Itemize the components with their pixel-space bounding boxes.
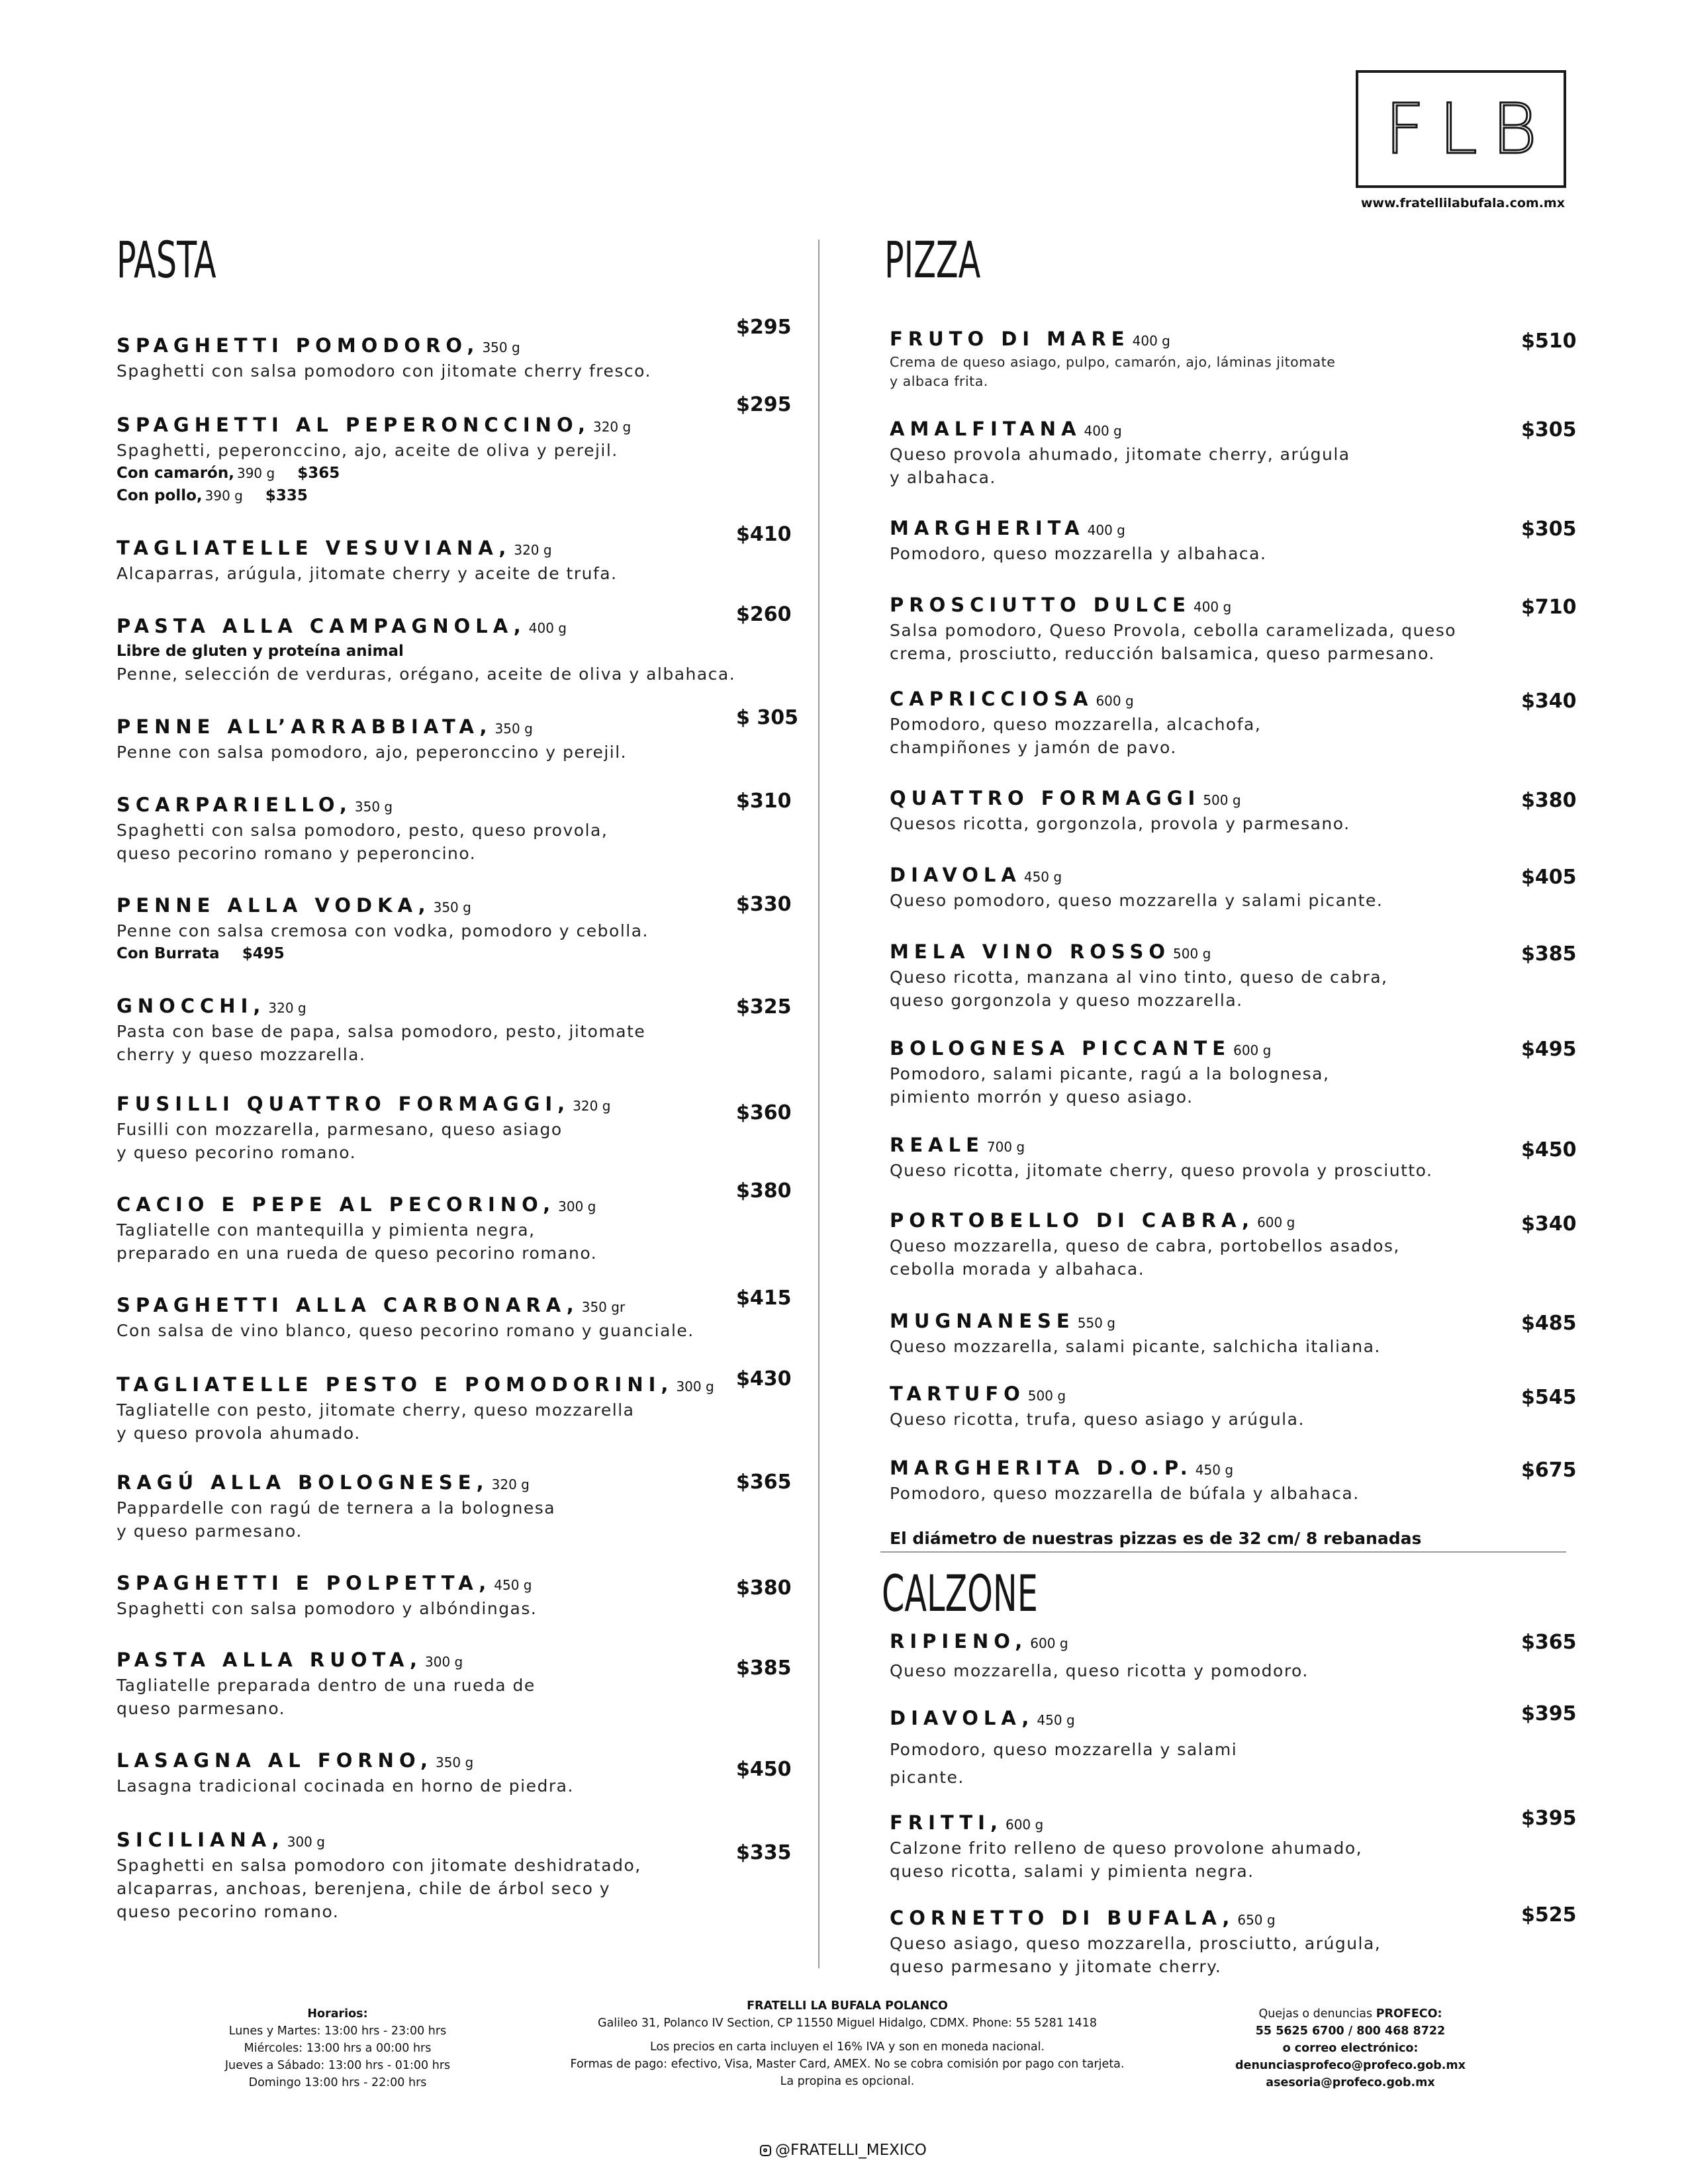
item-desc: Pomodoro, queso mozzarella de búfala y albahaca. [890,1484,1360,1503]
menu-item-penne-alla-vodka [117,893,649,965]
item-price: $710 [1521,596,1577,619]
menu-item-cacio-e-pepe [117,1193,597,1265]
item-weight: 400 g [1132,333,1170,349]
item-price: $430 [736,1367,792,1390]
item-name: PENNE ALL’ARRABBIATA, [117,715,492,738]
item-weight: 600 g [1096,693,1134,709]
item-weight: 500 g [1027,1388,1066,1404]
item-weight: 400 g [1087,522,1125,538]
menu-item-prosciutto-dulce [890,593,1456,665]
item-desc: Pomodoro, queso mozzarella y albahaca. [890,544,1267,563]
profeco-email[interactable]: asesoria@profeco.gob.mx [1266,2076,1435,2089]
item-weight: 320 g [573,1098,611,1114]
item-weight: 500 g [1203,792,1241,808]
item-name: PORTOBELLO DI CABRA, [890,1209,1255,1232]
menu-item-portobello-di-cabra [890,1208,1400,1281]
pasta-title: PASTA [117,230,216,289]
item-weight: 300 g [425,1654,463,1670]
menu-item-pasta-alla-ruota [117,1648,536,1720]
item-weight: 600 g [1257,1214,1295,1230]
item-desc: y queso provola ahumado. [117,1424,361,1443]
item-weight: 320 g [491,1477,530,1492]
item-name: SICILIANA, [117,1829,285,1851]
item-subtitle: Libre de gluten y proteína animal [117,643,404,660]
item-price: $395 [1521,1702,1577,1725]
item-price: $310 [736,790,792,813]
menu-item-ragu-bolognese [117,1471,555,1543]
menu-item-penne-arrabbiata [117,715,627,764]
item-name: SPAGHETTI POMODORO, [117,334,480,357]
column-divider [818,240,820,1968]
item-price: $385 [1521,942,1577,966]
item-desc: Queso asiago, queso mozzarella, prosciutto, arúgula, [890,1934,1382,1953]
hours-line: Domingo 13:00 hrs - 22:00 hrs [248,2076,427,2089]
item-price: $330 [736,893,792,916]
item-desc: queso gorgonzola y queso mozzarella. [890,991,1243,1010]
item-desc: Queso mozzarella, queso ricotta y pomodoro. [890,1661,1309,1680]
item-name: DIAVOLA [890,864,1021,886]
item-name: MARGHERITA D.O.P. [890,1457,1193,1479]
item-name: SPAGHETTI AL PEPERONCCINO, [117,414,590,436]
item-desc: y queso pecorino romano. [117,1143,357,1162]
item-desc: Pappardelle con ragú de ternera a la bolognesa [117,1498,556,1518]
item-desc: y albaca frita. [890,373,988,389]
menu-item-siciliana [117,1828,641,1923]
item-name: TAGLIATELLE PESTO E POMODORINI, [117,1373,674,1396]
item-weight: 550 g [1077,1315,1115,1331]
item-name: SPAGHETTI ALLA CARBONARA, [117,1294,579,1316]
item-weight: 350 g [354,799,393,815]
menu-item-spaghetti-polpetta [117,1571,537,1620]
menu-item-bolognesa-piccante [890,1036,1329,1109]
item-name: RIPIENO, [890,1630,1028,1653]
item-desc: Queso ricotta, jitomate cherry, queso provola y prosciutto. [890,1161,1433,1180]
item-desc: queso pecorino romano y peperoncino. [117,844,477,863]
item-desc: crema, prosciutto, reducción balsamica, queso parmesano. [890,644,1435,663]
profeco-email-label: o correo electrónico: [1282,2042,1419,2055]
hours-line: Miércoles: 13:00 hrs a 00:00 hrs [244,2042,432,2055]
item-weight: 350 g [494,721,533,737]
item-weight: 500 g [1173,946,1211,962]
menu-item-scarpariello [117,793,608,865]
item-price: $ 305 [736,706,798,729]
item-weight: 320 g [268,1000,306,1016]
item-name: PENNE ALLA VODKA, [117,894,431,917]
menu-item-mela-vino-rosso [890,940,1388,1012]
item-name: TARTUFO [890,1383,1025,1405]
item-desc: Quesos ricotta, gorgonzola, provola y parmesano. [890,814,1350,833]
menu-item-ripieno [890,1629,1309,1682]
profeco-email[interactable]: denunciasprofeco@profeco.gob.mx [1235,2059,1466,2072]
item-price: $295 [736,393,792,416]
item-desc: Calzone frito relleno de queso provolone ahumado, [890,1839,1363,1858]
item-weight: 650 g [1237,1912,1276,1928]
item-price: $260 [736,603,792,626]
item-desc: champiñones y jamón de pavo. [890,738,1177,757]
item-price: $340 [1521,1212,1577,1236]
item-desc: Spaghetti, peperonccino, ajo, aceite de oliva y perejil. [117,441,618,460]
item-desc: Queso provola ahumado, jitomate cherry, arúgula [890,445,1350,464]
item-name: FUSILLI QUATTRO FORMAGGI, [117,1093,571,1115]
item-weight: 600 g [1030,1635,1068,1651]
item-price: $485 [1521,1312,1577,1335]
item-price: $405 [1521,866,1577,889]
item-desc: Salsa pomodoro, Queso Provola, cebolla caramelizada, queso [890,621,1457,640]
menu-item-tartufo [890,1382,1305,1431]
info-line: Los precios en carta incluyen el 16% IVA y son en moneda nacional. [649,2040,1045,2054]
footer-info [516,1997,1178,2090]
item-price: $365 [736,1471,792,1494]
item-weight: 350 g [435,1754,474,1770]
menu-item-quattro-formaggi [890,786,1350,835]
item-weight: 320 g [514,542,552,558]
item-desc: queso parmesano y jitomate cherry. [890,1957,1222,1976]
menu-item-pasta-alla-campagnola [117,614,735,686]
item-name: MARGHERITA [890,517,1085,539]
item-desc: queso pecorino romano. [117,1902,340,1921]
hours-line: Lunes y Martes: 13:00 hrs - 23:00 hrs [228,2025,447,2038]
item-extra: Con pollo, 390 g $335 [117,487,308,504]
menu-item-cornetto-di-bufala [890,1906,1381,1978]
item-name: PASTA ALLA CAMPAGNOLA, [117,615,526,637]
instagram-text: @FRATELLI_MEXICO [775,2142,927,2159]
item-desc: cebolla morada y albahaca. [890,1259,1145,1279]
menu-item-reale [890,1133,1432,1182]
item-price: $380 [736,1576,792,1600]
menu-item-spaghetti-carbonara [117,1293,694,1342]
item-desc: picante. [890,1768,964,1787]
item-weight: 400 g [1193,599,1232,615]
menu-item-tagliatelle-pesto [117,1373,714,1445]
item-weight: 700 g [986,1139,1025,1155]
item-price: $450 [736,1758,792,1781]
item-desc: Alcaparras, arúgula, jitomate cherry y aceite de trufa. [117,564,618,583]
item-name: GNOCCHI, [117,995,266,1017]
menu-item-fritti [890,1811,1362,1883]
item-desc: Con salsa de vino blanco, queso pecorino romano y guanciale. [117,1321,694,1340]
item-price: $545 [1521,1386,1577,1409]
menu-item-fusilli-quattro-formaggi [117,1092,610,1164]
item-desc: y queso parmesano. [117,1522,303,1541]
menu-item-margherita-dop [890,1456,1360,1505]
item-desc: Tagliatelle con mantequilla y pimienta negra, [117,1220,536,1240]
item-desc: Penne con salsa pomodoro, ajo, peperonccino y perejil. [117,743,628,762]
item-desc: Penne con salsa cremosa con vodka, pomodoro y cebolla. [117,921,649,940]
item-desc: queso parmesano. [117,1699,286,1718]
item-name: SPAGHETTI E POLPETTA, [117,1572,492,1594]
item-price: $365 [1521,1631,1577,1654]
pizza-size-note: El diámetro de nuestras pizzas es de 32 cm/ 8 rebanadas [890,1529,1422,1548]
item-desc: Penne, selección de verduras, orégano, aceite de oliva y albahaca. [117,664,736,684]
item-price: $395 [1521,1807,1577,1830]
item-desc: Spaghetti en salsa pomodoro con jitomate deshidratado, [117,1856,641,1875]
menu-item-spaghetti-peperoncino [117,413,631,507]
menu-item-diavola-calzone [890,1706,1237,1792]
item-desc: Pomodoro, salami picante, ragú a la bolognesa, [890,1064,1330,1083]
item-name: CORNETTO DI BUFALA, [890,1907,1235,1929]
menu-item-gnocchi [117,994,645,1066]
profeco-name: PROFECO: [1376,2007,1442,2021]
footer-hours [205,2005,470,2091]
item-weight: 400 g [528,620,567,636]
logo-text: FLB [1385,89,1552,169]
item-weight: 450 g [1195,1462,1234,1478]
menu-item-lasagna-al-forno [117,1749,574,1797]
item-desc: Pasta con base de papa, salsa pomodoro, pesto, jitomate [117,1022,646,1041]
menu-item-mugnanese [890,1309,1381,1358]
item-desc: Spaghetti con salsa pomodoro con jitomate cherry fresco. [117,361,651,381]
footer-profeco [1205,2005,1496,2091]
instagram-icon [760,2145,771,2156]
item-weight: 600 g [1233,1042,1272,1058]
item-name: REALE [890,1134,984,1156]
item-name: QUATTRO FORMAGGI [890,787,1201,809]
item-extra: Con camarón, 390 g $365 [117,465,340,482]
item-name: DIAVOLA, [890,1707,1035,1729]
profeco-phone: 55 5625 6700 / 800 468 8722 [1255,2025,1446,2038]
item-price: $340 [1521,690,1577,713]
item-weight: 350 g [482,340,520,355]
item-desc: Spaghetti con salsa pomodoro, pesto, queso provola, [117,821,608,840]
item-desc: Tagliatelle preparada dentro de una rueda de [117,1676,536,1695]
item-price: $410 [736,523,792,546]
logo [1356,70,1566,188]
item-weight: 300 g [676,1379,714,1394]
item-weight: 400 g [1084,423,1122,439]
item-price: $510 [1521,330,1577,353]
item-name: MELA VINO ROSSO [890,940,1171,963]
item-desc: Fusilli con mozzarella, parmesano, queso asiago [117,1120,563,1139]
pizza-title: PIZZA [884,230,981,289]
item-name: TAGLIATELLE VESUVIANA, [117,537,512,559]
menu-item-capricciosa [890,687,1261,759]
item-price: $525 [1521,1903,1577,1927]
item-price: $325 [736,995,792,1019]
item-price: $380 [736,1179,792,1203]
item-price: $385 [736,1657,792,1680]
item-price: $495 [1521,1038,1577,1061]
item-name: FRITTI, [890,1811,1003,1834]
item-desc: cherry y queso mozzarella. [117,1045,366,1064]
item-name: PASTA ALLA RUOTA, [117,1649,422,1671]
item-desc: Queso mozzarella, salami picante, salchicha italiana. [890,1337,1381,1356]
item-name: MUGNANESE [890,1310,1075,1332]
item-desc: pimiento morrón y queso asiago. [890,1087,1194,1107]
item-price: $675 [1521,1459,1577,1482]
item-price: $305 [1521,518,1577,541]
item-desc: Pomodoro, queso mozzarella y salami [890,1740,1238,1759]
item-weight: 300 g [558,1199,596,1214]
item-weight: 450 g [494,1577,532,1593]
menu-item-amalfitana [890,417,1350,489]
item-weight: 300 g [287,1834,325,1850]
item-price: $335 [736,1841,792,1864]
item-desc: Queso pomodoro, queso mozzarella y salami picante. [890,891,1383,910]
menu-item-diavola-pizza [890,863,1383,912]
item-desc: Crema de queso asiago, pulpo, camarón, ajo, láminas jitomate [890,354,1336,370]
item-price: $380 [1521,789,1577,812]
hours-line: Jueves a Sábado: 13:00 hrs - 01:00 hrs [224,2059,451,2072]
website-link[interactable]: www.fratellilabufala.com.mx [1360,196,1565,210]
item-name: PROSCIUTTO DULCE [890,594,1191,616]
item-name: BOLOGNESA PICCANTE [890,1037,1231,1060]
item-weight: 320 g [592,419,632,435]
item-desc: Queso ricotta, trufa, queso asiago y arúgula. [890,1410,1305,1429]
menu-item-spaghetti-pomodoro [117,334,651,383]
profeco-label: Quejas o denuncias [1258,2007,1376,2021]
item-weight: 450 g [1037,1712,1075,1728]
calzone-title: CALZONE [882,1564,1038,1623]
item-name: RAGÚ ALLA BOLOGNESE, [117,1471,489,1494]
menu-item-fruto-di-mare [890,327,1335,391]
item-weight: 450 g [1023,869,1062,885]
item-name: SCARPARIELLO, [117,794,352,816]
item-price: $305 [1521,418,1577,441]
item-desc: preparado en una rueda de queso pecorino romano. [117,1244,598,1263]
item-desc: Queso mozzarella, queso de cabra, portobellos asados, [890,1236,1400,1255]
address: Galileo 31, Polanco IV Section, CP 11550 Miguel Hidalgo, CDMX. Phone: 55 5281 1418 [598,2017,1097,2030]
item-price: $360 [736,1101,792,1124]
item-weight: 350 g [433,899,471,915]
item-name: AMALFITANA [890,418,1082,440]
info-line: La propina es opcional. [780,2075,915,2088]
item-desc: y albahaca. [890,468,996,487]
item-desc: Lasagna tradicional cocinada en horno de piedra. [117,1776,574,1796]
item-name: CAPRICCIOSA [890,688,1094,710]
item-desc: alcaparras, anchoas, berenjena, chile de árbol seco y [117,1879,611,1898]
item-name: FRUTO DI MARE [890,328,1130,350]
item-desc: Tagliatelle con pesto, jitomate cherry, queso mozzarella [117,1400,635,1420]
info-line: Formas de pago: efectivo, Visa, Master Card, AMEX. No se cobra comisión por pago con tarjeta. [570,2058,1125,2071]
item-desc: Spaghetti con salsa pomodoro y albóndingas. [117,1599,538,1618]
item-desc: Pomodoro, queso mozzarella, alcachofa, [890,715,1262,734]
item-price: $450 [1521,1138,1577,1161]
menu-item-margherita [890,516,1266,565]
menu-item-tagliatelle-vesuviana [117,536,618,585]
calzone-divider [880,1551,1566,1553]
restaurant-name: FRATELLI LA BUFALA POLANCO [747,1999,948,2013]
item-weight: 350 gr [581,1299,626,1315]
item-extra: Con Burrata $495 [117,945,285,962]
item-weight: 600 g [1005,1817,1044,1833]
item-desc: Queso ricotta, manzana al vino tinto, queso de cabra, [890,968,1388,987]
item-price: $415 [736,1287,792,1310]
item-name: CACIO E PEPE AL PECORINO, [117,1193,556,1216]
item-desc: queso ricotta, salami y pimienta negra. [890,1862,1254,1881]
item-price: $295 [736,316,792,339]
hours-title: Horarios: [307,2007,368,2021]
instagram-handle[interactable] [760,2142,927,2159]
item-name: LASAGNA AL FORNO, [117,1749,433,1772]
